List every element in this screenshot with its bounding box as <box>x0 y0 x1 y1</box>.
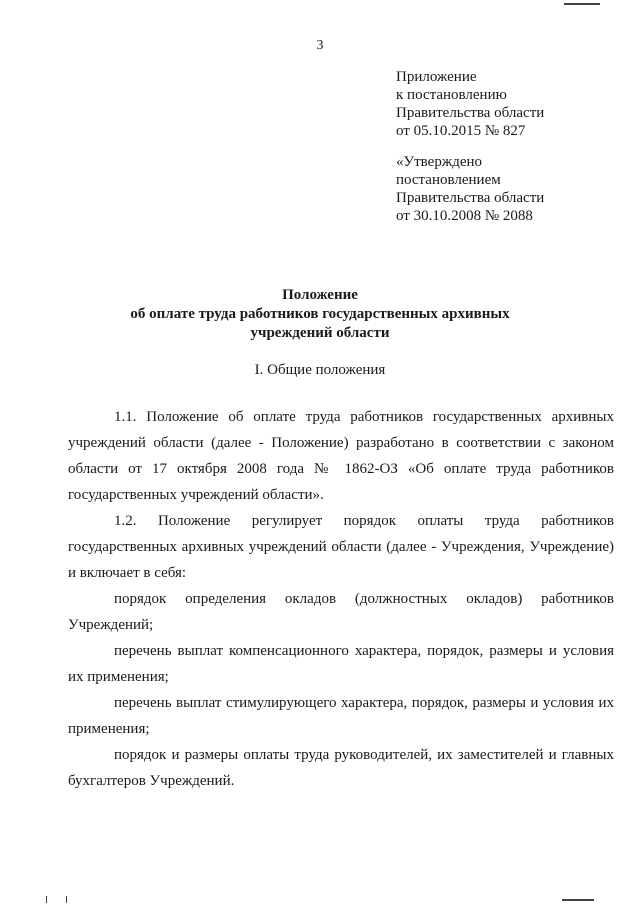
approval-line: Правительства области <box>396 190 545 206</box>
section-heading: I. Общие положения <box>254 362 386 378</box>
title-line: Положение <box>282 287 358 303</box>
title-line: об оплате труда работников государственных архивных <box>130 306 510 322</box>
appendix-line: Правительства области <box>396 105 545 121</box>
paragraph: перечень выплат компенсационного характера, порядок, размеры и условия их применения; <box>68 643 614 685</box>
scan-mark-bottom-left <box>46 896 47 903</box>
page-number: 3 <box>316 38 324 53</box>
scan-mark-bottom-right <box>562 899 594 901</box>
scan-mark-bottom-left <box>66 896 67 903</box>
approval-block <box>396 153 544 225</box>
document-title <box>0 286 640 343</box>
scan-mark-top-right <box>564 3 600 5</box>
paragraph: 1.1. Положение об оплате труда работников государственных архивных учреждений области (далее - Положение) разработано в соответствии с законом области от 17 октября 2008 года № 1862-ОЗ «Об оплате труда работников государственных учреждений области». <box>68 409 614 503</box>
body-text <box>68 404 614 794</box>
title-line: учреждений области <box>250 325 390 341</box>
approval-line: «Утверждено <box>396 154 483 170</box>
paragraph: 1.2. Положение регулирует порядок оплаты труда работников государственных архивных учреждений области (далее - Учреждения, Учреждение) и включает в себя: <box>68 513 614 581</box>
approval-line: постановлением <box>396 172 501 188</box>
paragraph: порядок и размеры оплаты труда руководителей, их заместителей и главных бухгалтеров Учреждений. <box>68 747 614 789</box>
paragraph: перечень выплат стимулирующего характера, порядок, размеры и условия их применения; <box>68 695 614 737</box>
appendix-line: Приложение <box>396 69 477 85</box>
appendix-block <box>396 68 544 140</box>
approval-line: от 30.10.2008 № 2088 <box>396 208 533 224</box>
paragraph: порядок определения окладов (должностных окладов) работников Учреждений; <box>68 591 614 633</box>
appendix-line: от 05.10.2015 № 827 <box>396 123 526 139</box>
appendix-line: к постановлению <box>396 87 507 103</box>
